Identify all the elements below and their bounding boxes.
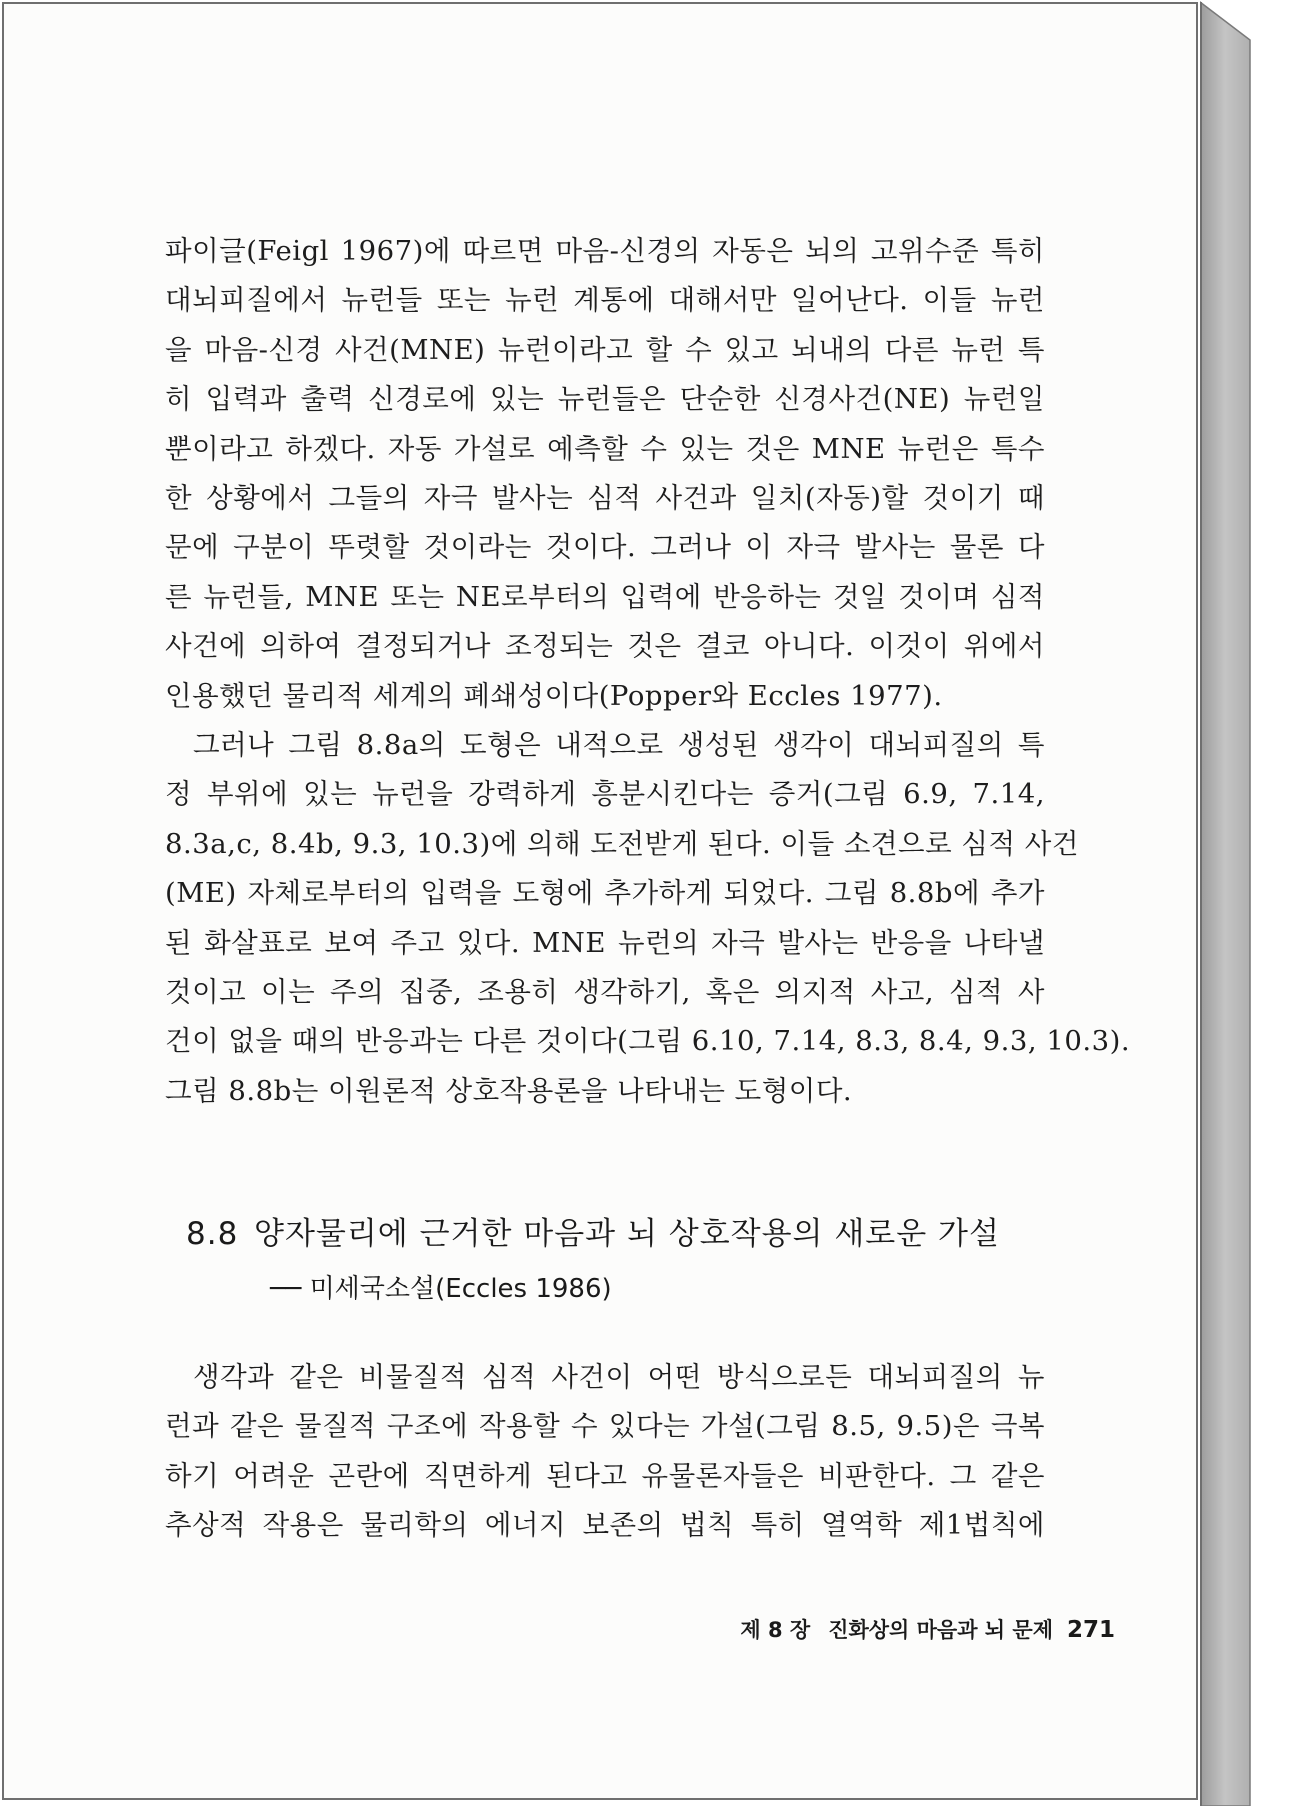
paragraph-2 (165, 721, 1131, 1116)
section-number: 8.8 (186, 1216, 239, 1252)
book-edge (1200, 0, 1299, 1806)
page-number: 271 (1066, 1617, 1115, 1643)
text-line: 그림 8.8b는 이원론적 상호작용론을 나타내는 도형이다. (165, 1074, 853, 1107)
footer-title: 진화상의 마음과 뇌 문제 (828, 1618, 1053, 1642)
text-line: 사건에 의하여 결정되거나 조정되는 것은 결코 아니다. 이것이 위에서 (165, 630, 1045, 663)
text-line: 른 뉴런들, MNE 또는 NE로부터의 입력에 반응하는 것일 것이며 심적 (165, 580, 1045, 613)
text-line: 인용했던 물리적 세계의 폐쇄성이다(Popper와 Eccles 1977). (165, 679, 943, 712)
text-line: 정 부위에 있는 뉴런을 강력하게 흥분시킨다는 증거(그림 6.9, 7.14, (165, 778, 1045, 811)
text-line: 8.3a,c, 8.4b, 9.3, 10.3)에 의해 도전받게 된다. 이들 소견으로 심적 사건 (165, 827, 1079, 860)
text-line: 생각과 같은 비물질적 심적 사건이 어떤 방식으로든 대뇌피질의 뉴 (193, 1361, 1045, 1393)
text-line: 뿐이라고 하겠다. 자동 가설로 예측할 수 있는 것은 MNE 뉴런은 특수 (165, 432, 1045, 465)
text-line: 건이 없을 때의 반응과는 다른 것이다(그림 6.10, 7.14, 8.3, 8.4, 9.3, 10.3). (165, 1025, 1131, 1058)
text-line: 을 마음-신경 사건(MNE) 뉴런이라고 할 수 있고 뇌내의 다른 뉴런 특 (165, 333, 1045, 366)
text-line: 히 입력과 출력 신경로에 있는 뉴런들은 단순한 신경사건(NE) 뉴런일 (165, 383, 1045, 416)
text-line: 하기 어려운 곤란에 직면하게 된다고 유물론자들은 비판한다. 그 같은 (165, 1459, 1045, 1492)
section-title: 양자물리에 근거한 마음과 뇌 상호작용의 새로운 가설 (254, 1216, 1000, 1252)
paragraph-1 (165, 227, 1045, 721)
text-line: 파이글(Feigl 1967)에 따르면 마음-신경의 자동은 뇌의 고위수준 특히 (165, 235, 1045, 267)
text-line: 런과 같은 물질적 구조에 작용할 수 있다는 가설(그림 8.5, 9.5)은 극복 (165, 1410, 1045, 1443)
text-line: 것이고 이는 주의 집중, 조용히 생각하기, 혹은 의지적 사고, 심적 사 (165, 975, 1045, 1008)
section-subtitle: ── 미세국소설(Eccles 1986) (270, 1274, 612, 1304)
section-heading (186, 1208, 1046, 1253)
page-footer (740, 1614, 1115, 1644)
text-line: 대뇌피질에서 뉴런들 또는 뉴런 계통에 대해서만 일어난다. 이들 뉴런 (165, 284, 1045, 317)
text-line: 한 상황에서 그들의 자극 발사는 심적 사건과 일치(자동)할 것이기 때 (165, 481, 1045, 514)
paragraph-3 (165, 1353, 1045, 1551)
text-line: 그러나 그림 8.8a의 도형은 내적으로 생성된 생각이 대뇌피질의 특 (193, 729, 1045, 761)
footer-chapter: 제 8 장 (740, 1618, 811, 1642)
text-line: 문에 구분이 뚜렷할 것이라는 것이다. 그러나 이 자극 발사는 물론 다 (165, 531, 1045, 564)
text-line: 추상적 작용은 물리학의 에너지 보존의 법칙 특히 열역학 제1법칙에 (165, 1509, 1045, 1542)
text-line: 된 화살표로 보여 주고 있다. MNE 뉴런의 자극 발사는 반응을 나타낼 (165, 926, 1045, 959)
text-line: (ME) 자체로부터의 입력을 도형에 추가하게 되었다. 그림 8.8b에 추가 (165, 877, 1045, 910)
